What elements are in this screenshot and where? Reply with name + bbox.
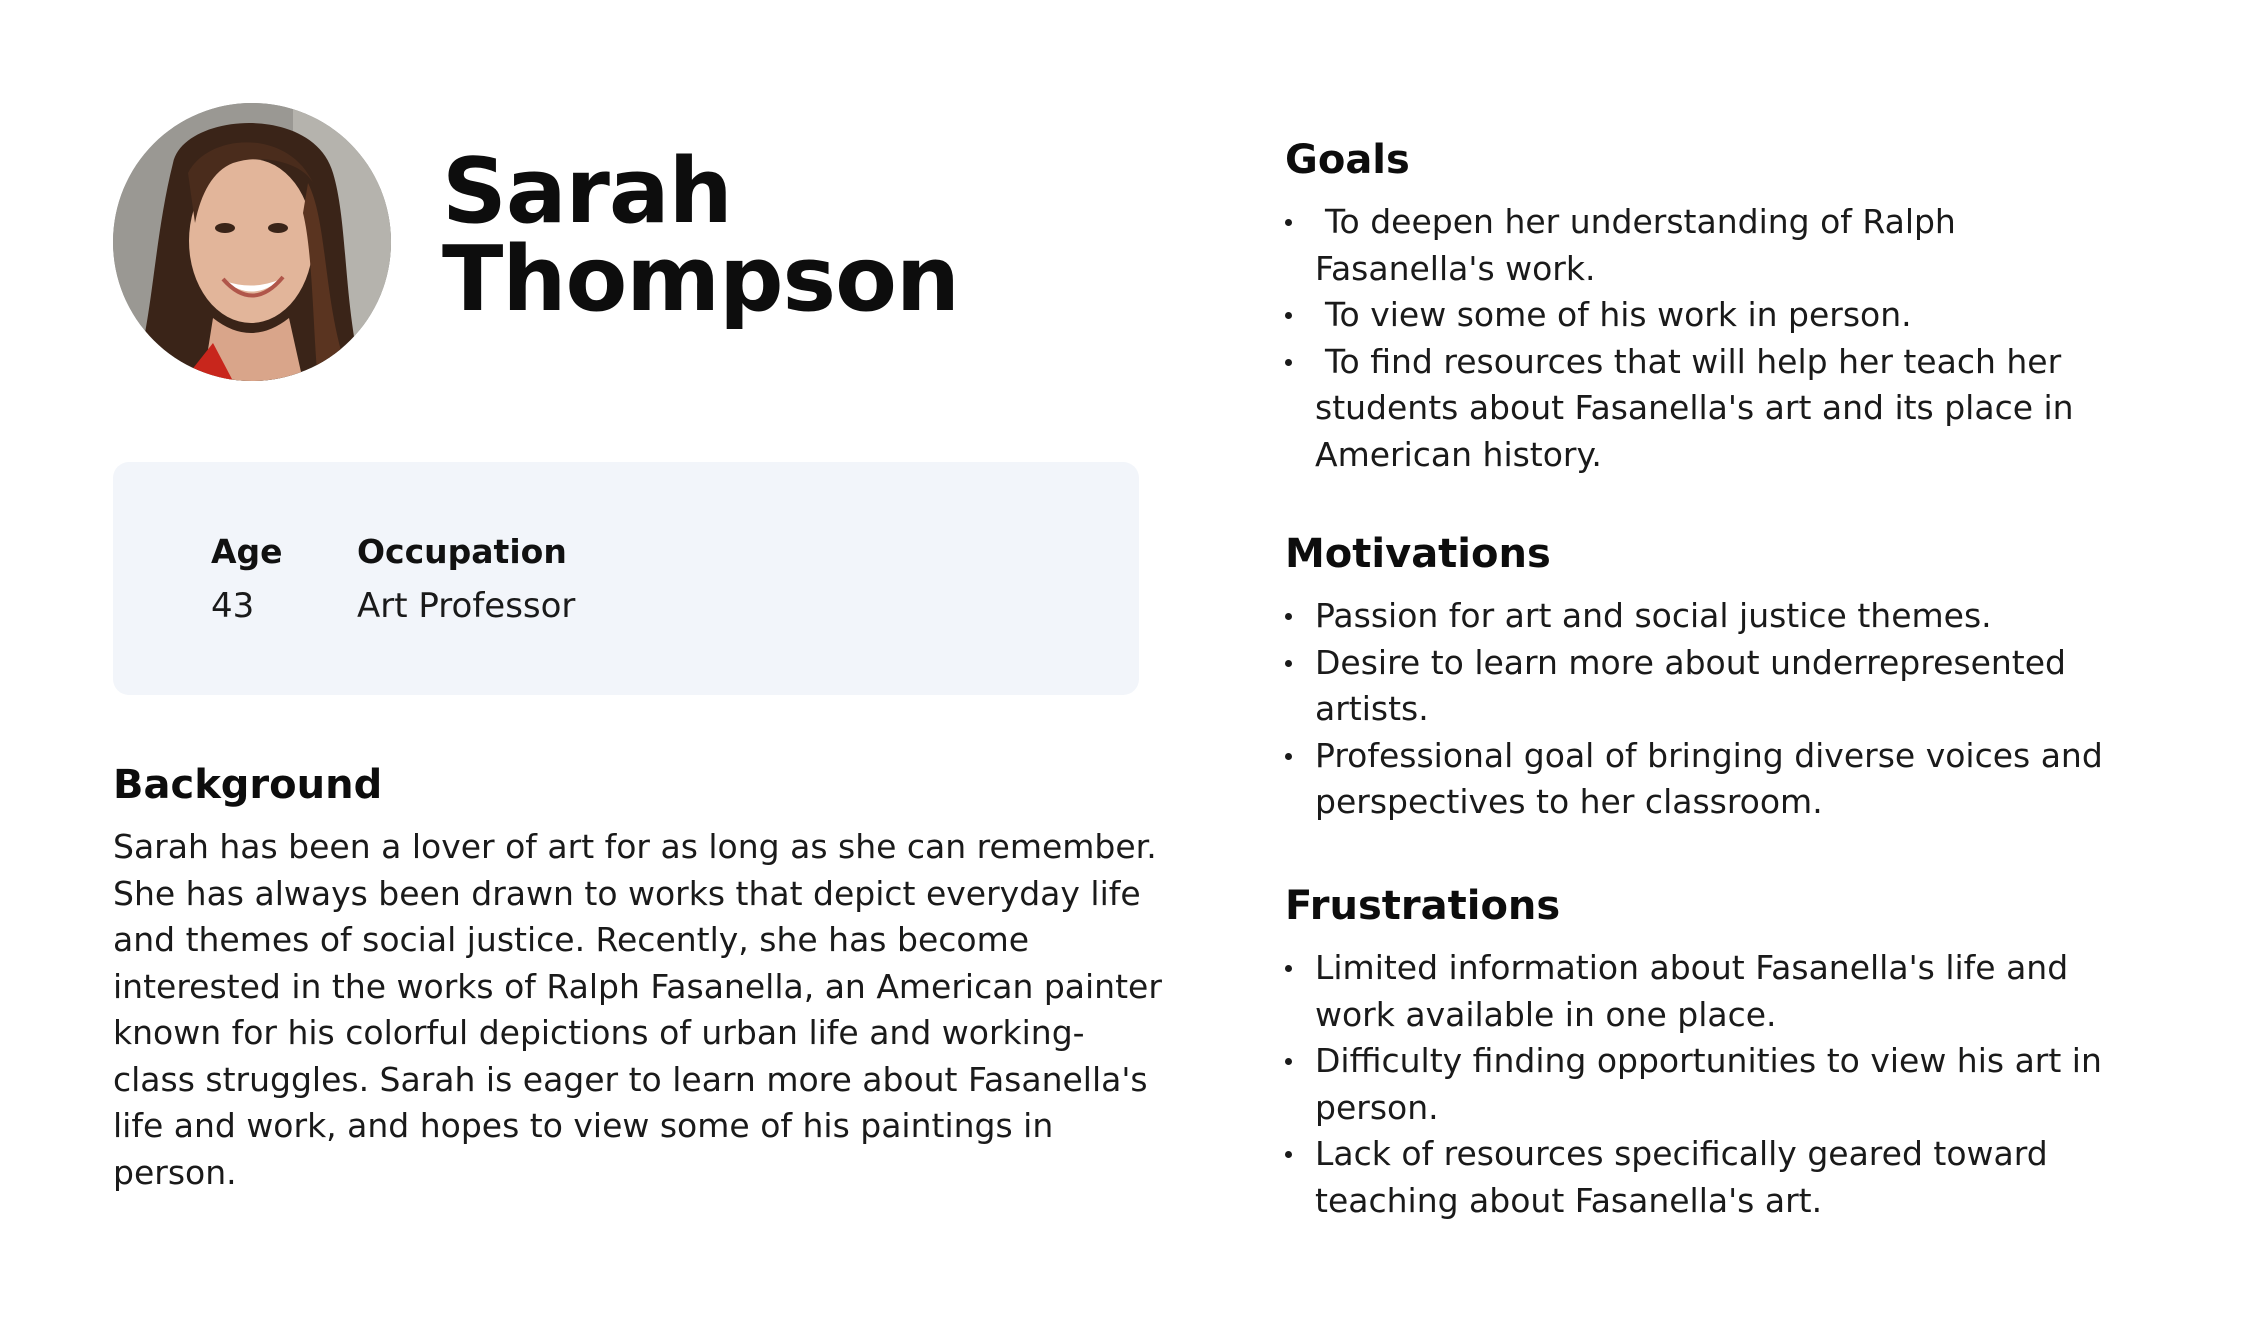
list-item: Desire to learn more about underrepresented artists. (1285, 640, 2145, 733)
goals-list (1285, 199, 2145, 478)
first-name: Sarah (442, 139, 732, 244)
age-field (211, 532, 283, 626)
goals-title: Goals (1285, 137, 1410, 183)
goal-text: To find resources that will help her teach her students about Fasanella's art and its place in American history. (1315, 341, 2074, 474)
motivations-title: Motivations (1285, 531, 1551, 577)
frustrations-list (1285, 945, 2145, 1224)
occupation-field (357, 532, 575, 626)
background-title: Background (113, 762, 383, 808)
list-item: Lack of resources specifically geared toward teaching about Fasanella's art. (1285, 1131, 2145, 1224)
age-value: 43 (211, 586, 255, 626)
list-item (1285, 339, 2145, 479)
background-text: Sarah has been a lover of art for as long as she can remember. She has always been drawn to works that depict everyday life and themes of social justice. Recently, she has become interested in the works of Ralph Fasanella, an American painter known for his colorful depictions of urban life and working-class struggles. Sarah is eager to learn more about Fasanella's life and work, and hopes to view some of his paintings in person. (113, 827, 1162, 1192)
goal-text: To view some of his work in person. (1325, 295, 1912, 334)
age-label: Age (211, 532, 283, 571)
goal-text: To deepen her understanding of Ralph Fasanella's work. (1315, 202, 1956, 288)
portrait-photo (113, 103, 391, 381)
list-item: Professional goal of bringing diverse voices and perspectives to her classroom. (1285, 733, 2145, 826)
list-item: Limited information about Fasanella's life and work available in one place. (1285, 945, 2145, 1038)
list-item (1285, 199, 2145, 292)
occupation-value: Art Professor (357, 586, 576, 626)
persona-name (442, 139, 959, 332)
list-item: Passion for art and social justice themes. (1285, 593, 2145, 640)
frustrations-title: Frustrations (1285, 883, 1561, 929)
motivations-list (1285, 593, 2145, 826)
info-card (113, 462, 1139, 695)
avatar (113, 103, 391, 381)
goals-section (1285, 135, 2145, 478)
occupation-label: Occupation (357, 532, 567, 571)
list-item (1285, 292, 2145, 339)
motivations-section (1285, 529, 2145, 826)
list-item: Difficulty finding opportunities to view his art in person. (1285, 1038, 2145, 1131)
frustrations-section (1285, 881, 2145, 1224)
last-name: Thompson (442, 227, 959, 332)
background-section (113, 760, 1163, 1196)
